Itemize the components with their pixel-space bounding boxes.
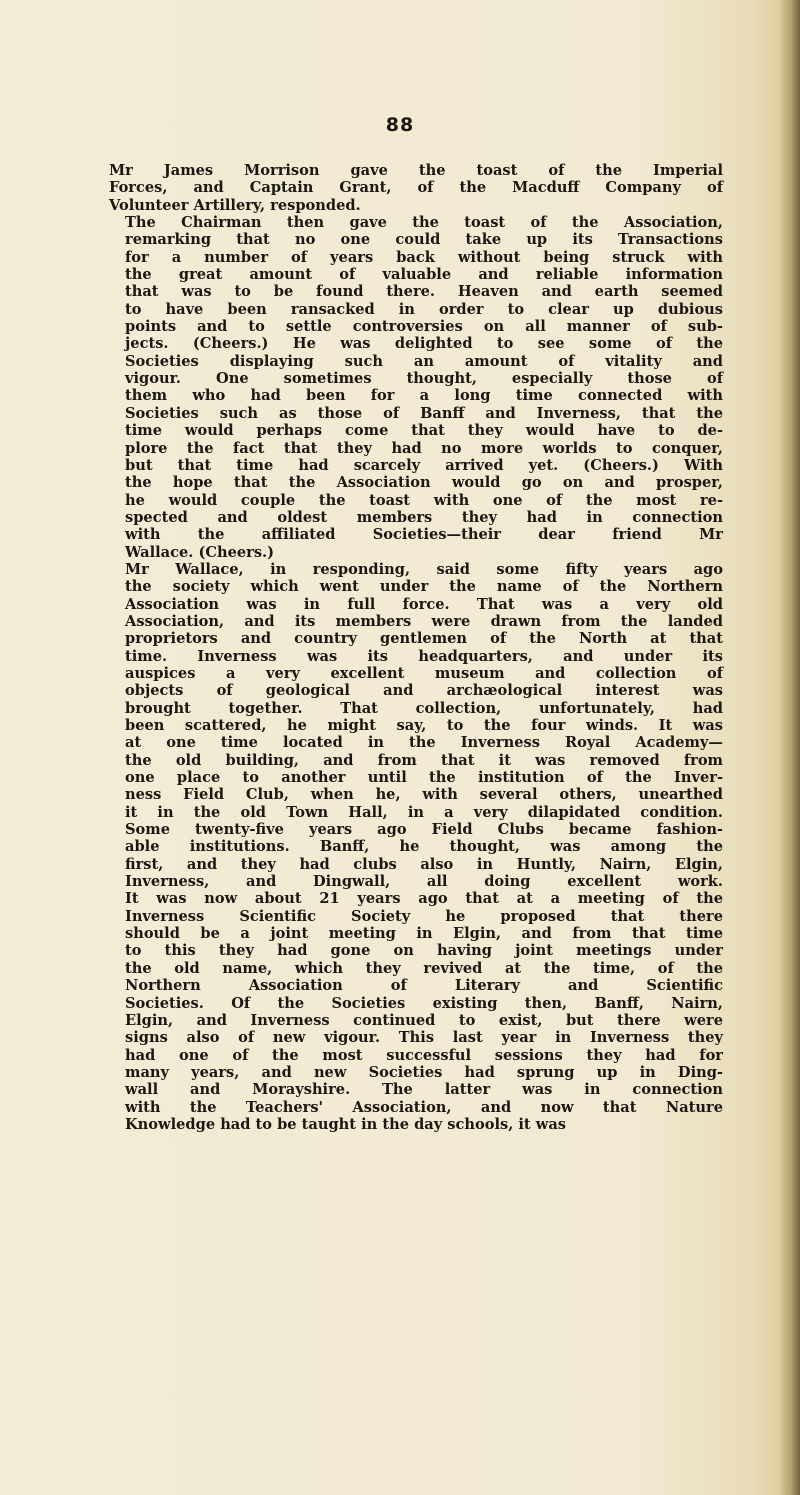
- text-line: many years, and new Societies had sprung up in Ding-: [125, 1063, 723, 1081]
- text-line: Volunteer Artillery, responded.: [109, 196, 361, 214]
- paragraph-wallace-response: [109, 561, 723, 1133]
- text-line: the old name, which they revived at the time, of the: [125, 959, 723, 977]
- text-line: able institutions. Banff, he thought, was among the: [125, 838, 723, 856]
- text-line: ness Field Club, when he, with several others, unearthed: [125, 786, 723, 804]
- body-text: [109, 162, 723, 1133]
- text-line: remarking that no one could take up its Transactions: [125, 231, 723, 249]
- text-line: Inverness, and Dingwall, all doing excellent work.: [125, 873, 723, 891]
- text-line: Some twenty-five years ago Field Clubs became fashion-: [125, 821, 723, 839]
- text-line: with the affiliated Societies—their dear friend Mr: [125, 526, 723, 544]
- text-line: to have been ransacked in order to clear up dubious: [125, 300, 723, 318]
- text-line: proprietors and country gentlemen of the North at that: [125, 630, 723, 648]
- text-line: wall and Morayshire. The latter was in connection: [125, 1081, 723, 1099]
- text-line: Inverness Scientific Society he proposed that there: [125, 907, 723, 925]
- text-line: The Chairman then gave the toast of the Association,: [125, 214, 723, 232]
- text-line: the society which went under the name of the Northern: [125, 578, 723, 596]
- text-line: at one time located in the Inverness Royal Academy—: [125, 734, 723, 752]
- text-line: should be a joint meeting in Elgin, and from that time: [125, 925, 723, 943]
- page-edge-shadow: [778, 0, 800, 1495]
- paragraph-chairman-toast: [109, 214, 723, 561]
- text-line: been scattered, he might say, to the four winds. It was: [125, 717, 723, 734]
- text-line: Forces, and Captain Grant, of the Macduff Company of: [109, 179, 723, 197]
- text-line: that was to be found there. Heaven and earth seemed: [125, 283, 723, 301]
- text-line: had one of the most successful sessions they had for: [125, 1046, 723, 1064]
- text-line: time. Inverness was its headquarters, and under its: [125, 647, 723, 665]
- text-line: signs also of new vigour. This last year in Inverness they: [125, 1029, 723, 1047]
- text-line: with the Teachers' Association, and now that Nature: [125, 1098, 723, 1116]
- text-line: Elgin, and Inverness continued to exist, but there were: [125, 1011, 723, 1029]
- text-line: time would perhaps come that they would have to de-: [125, 422, 723, 440]
- text-line: for a number of years back without being struck with: [125, 248, 723, 266]
- text-line: them who had been for a long time connected with: [125, 387, 723, 405]
- text-line: Societies displaying such an amount of vitality and: [125, 352, 723, 370]
- text-line: the old building, and from that it was removed from: [125, 751, 723, 769]
- text-line: Mr Wallace, in responding, said some fifty years ago: [125, 560, 723, 578]
- text-line: Societies. Of the Societies existing then, Banff, Nairn,: [125, 994, 723, 1012]
- text-line: Knowledge had to be taught in the day schools, it was: [125, 1115, 566, 1133]
- text-line: but that time had scarcely arrived yet. (Cheers.) With: [125, 456, 723, 474]
- text-line: plore the fact that they had no more worlds to conquer,: [125, 439, 723, 457]
- text-line: jects. (Cheers.) He was delighted to see some of the: [125, 335, 723, 353]
- text-line: Association was in full force. That was a very old: [125, 595, 723, 613]
- text-line: to this they had gone on having joint meetings under: [125, 942, 723, 960]
- text-line: it in the old Town Hall, in a very dilapidated condition.: [125, 803, 723, 821]
- text-line: brought together. That collection, unfortunately, had: [125, 699, 723, 717]
- text-line: Northern Association of Literary and Scientific: [125, 977, 723, 995]
- text-line: Association, and its members were drawn from the landed: [125, 612, 723, 630]
- text-line: the great amount of valuable and reliable information: [125, 266, 723, 284]
- text-line: vigour. One sometimes thought, especially those of: [125, 370, 723, 388]
- text-line: Societies such as those of Banff and Inverness, that the: [125, 404, 723, 422]
- text-line: spected and oldest members they had in connection: [125, 508, 723, 526]
- text-line: Mr James Morrison gave the toast of the Imperial: [109, 162, 723, 179]
- text-line: one place to another until the institution of the Inver-: [125, 769, 723, 787]
- text-line: objects of geological and archæological interest was: [125, 682, 723, 700]
- text-line: he would couple the toast with one of the most re-: [125, 491, 723, 509]
- page-number: 88: [385, 114, 415, 136]
- text-line: Wallace. (Cheers.): [125, 543, 275, 561]
- text-line: points and to settle controversies on all manner of sub-: [125, 318, 723, 336]
- text-line: auspices a very excellent museum and collection of: [125, 664, 723, 682]
- text-line: It was now about 21 years ago that at a meeting of the: [125, 890, 723, 908]
- text-line: first, and they had clubs also in Huntly, Nairn, Elgin,: [125, 855, 723, 873]
- text-line: the hope that the Association would go on and prosper,: [125, 474, 723, 492]
- paragraph-toast-imperial-forces: [109, 162, 723, 214]
